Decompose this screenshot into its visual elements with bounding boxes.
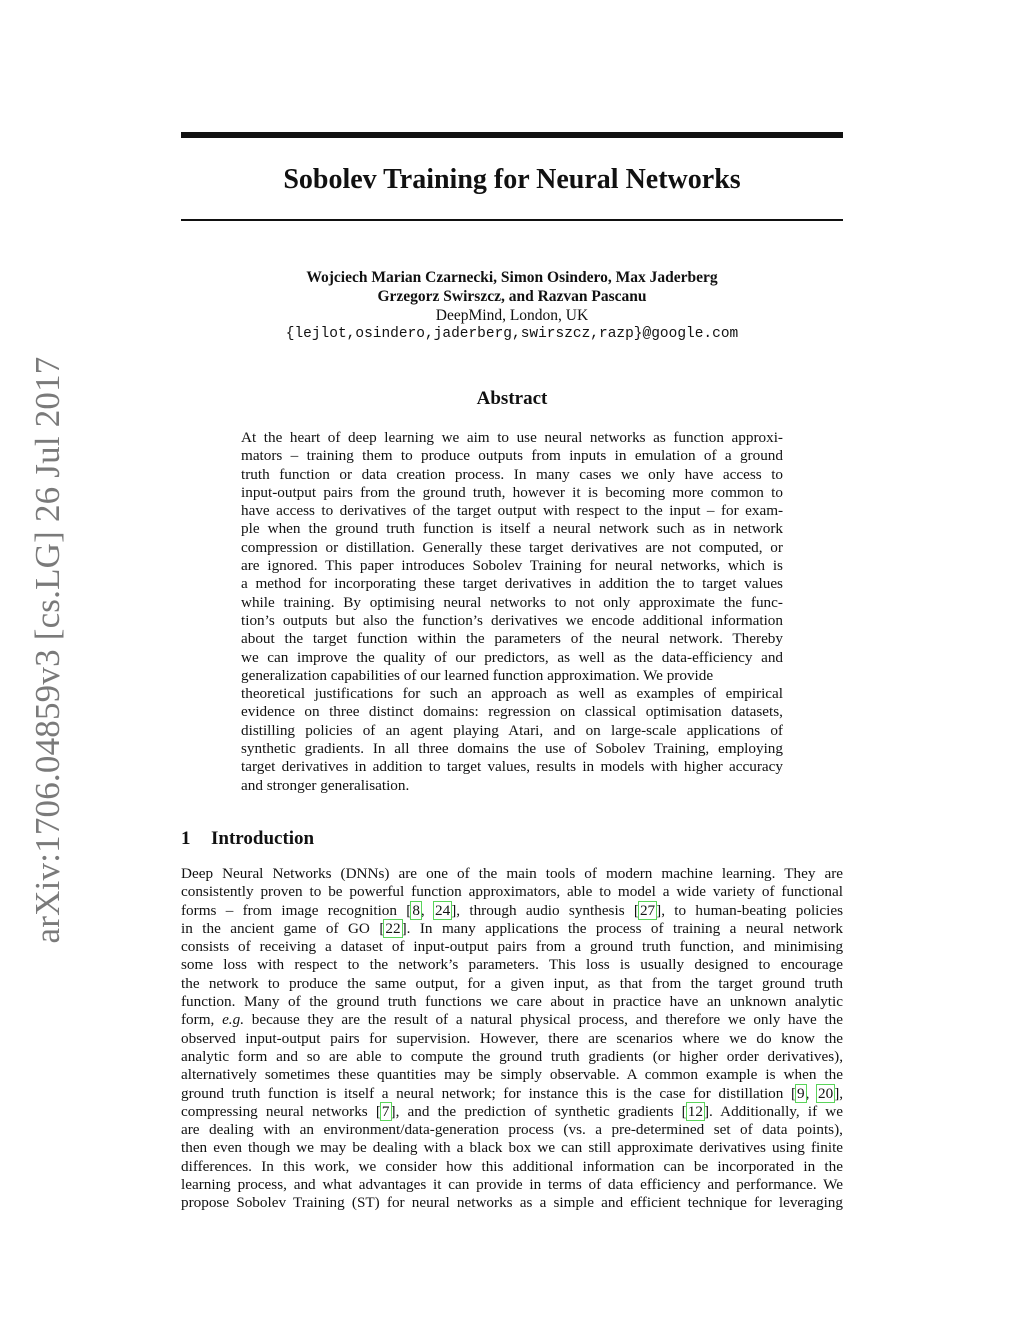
intro-line: then even though we may be dealing with a black box we can still approximate derivatives using finite: [181, 1139, 844, 1157]
title-rule-top: [181, 132, 843, 138]
paper-title: Sobolev Training for Neural Networks: [283, 164, 741, 195]
intro-line: ground truth function is itself a neural network; for instance this is the case for distillation [9, 20],: [181, 1084, 844, 1102]
intro-line: form, e.g. because they are the result of a natural physical process, and therefore we only have the: [181, 1011, 844, 1029]
intro-line: compressing neural networks [7], and the prediction of synthetic gradients [12]. Additionally, if we: [181, 1102, 843, 1120]
author-affiliation: DeepMind, London, UK: [435, 307, 589, 324]
abstract-line: truth function or data creation process. In many cases we only have access to: [241, 465, 784, 483]
abstract-line: tion’s outputs but also the function’s derivatives we encode additional information: [241, 611, 783, 629]
intro-line: forms – from image recognition [8, 24], through audio synthesis [27], to human-beating policies: [181, 901, 844, 919]
section-number: 1: [181, 828, 191, 849]
abstract-line: evidence on three distinct domains: regression on classical optimisation datasets,: [241, 703, 783, 721]
intro-line: observed input-output pairs for supervision. However, there are scenarios where we do know the: [181, 1029, 844, 1047]
abstract-heading: Abstract: [476, 388, 548, 409]
intro-line: function. Many of the ground truth functions we care about in practice have an unknown analytic: [181, 993, 843, 1011]
abstract-line: distilling policies of an agent playing Atari, and on large-scale applications of: [241, 721, 783, 739]
abstract-line: we can improve the quality of our predictors, as well as the data-efficiency and: [241, 648, 784, 666]
section-heading-introduction: [181, 828, 314, 850]
abstract-line: about the target function within the parameters of the neural network. Thereby: [241, 630, 783, 648]
citation-link[interactable]: 12: [687, 1102, 703, 1120]
intro-line: learning process, and what advantages it can provide in terms of data efficiency and performance. We: [181, 1176, 844, 1194]
abstract-line: At the heart of deep learning we aim to use neural networks as function approxi-: [241, 429, 783, 446]
intro-line: analytic form and so are able to compute the ground truth gradients (or higher order derivatives),: [181, 1047, 843, 1065]
abstract-line: target derivatives in addition to target values, results in models with higher accuracy: [241, 758, 783, 776]
introduction-body: [181, 865, 843, 1213]
intro-line: are dealing with an environment/data-generation process (vs. a pre-determined set of data points),: [181, 1121, 843, 1139]
citation-link[interactable]: 27: [639, 901, 656, 919]
author-names-line-2: Grzegorz Swirszcz, and Razvan Pascanu: [377, 288, 647, 305]
abstract-line: mators – training them to produce outputs from inputs in emulation of a ground: [241, 447, 783, 465]
abstract-line: compression or distillation. Generally these target derivatives are not computed, or: [241, 538, 783, 556]
abstract-line: and stronger generalisation.: [241, 776, 410, 794]
abstract-line: theoretical justifications for such an approach as well as examples of empirical: [241, 685, 784, 703]
intro-line: consists of receiving a dataset of input-output pairs from a ground truth function, and minimising: [181, 938, 844, 956]
intro-line: alternatively sometimes these quantities may be simply observable. A common example is when the: [181, 1066, 843, 1084]
citation-link[interactable]: 20: [818, 1084, 834, 1102]
abstract-line: are ignored. This paper introduces Sobolev Training for neural networks, which is: [241, 557, 783, 575]
arxiv-identifier: arXiv:1706.04859v3 [cs.LG] 26 Jul 2017: [28, 356, 67, 944]
intro-line: in the ancient game of GO [22]. In many applications the process of training a neural network: [181, 919, 844, 937]
abstract-line: generalization capabilities of our learned function approximation. We provide: [241, 666, 714, 684]
abstract-line: have access to derivatives of the target output with respect to the input – for exam-: [241, 502, 784, 520]
citation-link[interactable]: 7: [381, 1102, 390, 1120]
citation-link[interactable]: 24: [435, 901, 451, 919]
intro-line: consistently proven to be powerful function approximators, able to model a wide variety of functional: [181, 883, 843, 901]
abstract-line: input-output pairs from the ground truth, however it is becoming more common to: [241, 483, 783, 501]
intro-line: Deep Neural Networks (DNNs) are one of the main tools of modern machine learning. They are: [181, 865, 843, 882]
abstract-body: [241, 429, 783, 795]
abstract-line: a method for incorporating these target derivatives in addition the to target values: [241, 575, 783, 593]
citation-link[interactable]: 22: [385, 919, 401, 937]
author-emails: {lejlot,osindero,jaderberg,swirszcz,razp}@google.com: [285, 326, 739, 342]
emphasis: e.g.: [222, 1011, 244, 1029]
section-title: Introduction: [211, 828, 315, 849]
intro-line: some loss with respect to the network’s parameters. This loss is usually designed to encourage: [181, 956, 843, 974]
title-rule-bottom: [181, 219, 843, 221]
citation-link[interactable]: 8: [412, 901, 420, 919]
abstract-line: while training. By optimising neural networks to not only approximate the func-: [241, 593, 783, 611]
author-names-line-1: Wojciech Marian Czarnecki, Simon Osindero, Max Jaderberg: [306, 269, 718, 286]
intro-line: propose Sobolev Training (ST) for neural networks as a simple and efficient technique for leveraging: [181, 1194, 843, 1212]
abstract-line: ple when the ground truth function is itself a neural network such as in network: [241, 520, 784, 538]
author-block: [181, 268, 843, 344]
intro-line: differences. In this work, we consider how this additional information can be incorporated in the: [181, 1157, 843, 1175]
abstract-line: synthetic gradients. In all three domains the use of Sobolev Training, employing: [241, 740, 783, 758]
citation-link[interactable]: 9: [797, 1084, 805, 1102]
intro-line: the network to produce the same output, for a given input, as that from the target ground truth: [181, 974, 844, 992]
